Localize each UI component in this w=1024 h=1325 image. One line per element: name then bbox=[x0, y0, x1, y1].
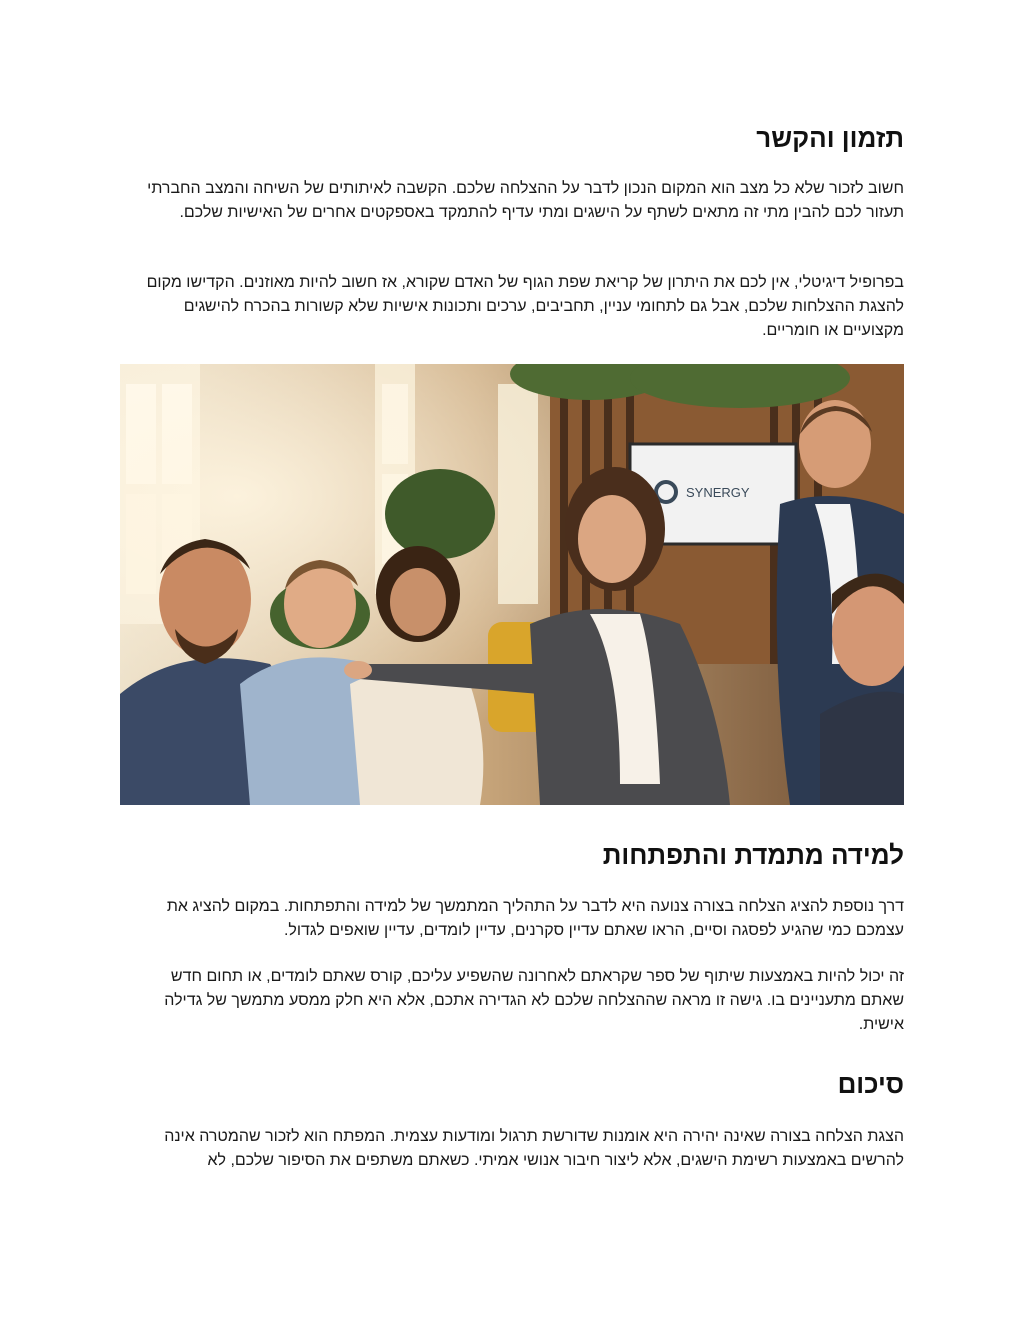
paragraph-timing-2: בפרופיל דיגיטלי, אין לכם את היתרון של קריאת שפת הגוף של האדם שקורא, אז חשוב להיות מאוזנים. הקדישו מקום להצגת ההצלחות שלכם, אבל גם לתחומי עניין, תחביבים, ערכים ותכונות אישיות שלא קשורות בהכרח להישגים מקצועיים או חומריים. bbox=[146, 274, 904, 339]
section-heading-timing-context: תזמון והקשר bbox=[756, 123, 904, 153]
screen-logo-text: SYNERGY bbox=[686, 485, 750, 500]
section-heading-summary: סיכום bbox=[837, 1069, 904, 1099]
section-heading-continuous-learning: למידה מתמדת והתפתחות bbox=[602, 840, 904, 870]
paragraph-learning-2: זה יכול להיות באמצעות שיתוף של ספר שקראתם לאחרונה שהשפיע עליכם, קורס שאתם לומדים, או תחום חדש שאתם מתעניינים בו. גישה זו מראה שההצלחה שלכם לא הגדירה אתכם, אלא היא חלק ממסע מתמשך של גדילה אישית. bbox=[164, 968, 904, 1033]
team-meeting-photo bbox=[120, 364, 904, 805]
paragraph-learning-1: דרך נוספת להציג הצלחה בצורה צנועה היא לדבר על התהליך המתמשך של למידה והתפתחות. במקום להציג את עצמכם כמי שהגיע לפסגה וסיים, הראו שאתם עדיין סקרנים, עדיין לומדים, עדיין שואפים לגדול. bbox=[166, 898, 904, 939]
paragraph-timing-1: חשוב לזכור שלא כל מצב הוא המקום הנכון לדבר על ההצלחה שלכם. הקשבה לאיתותים של השיחה והמצב החברתי תעזור לכם להבין מתי זה מתאים לשתף על הישגים ומתי עדיף להתמקד באספקטים אחרים של האישיות שלכם. bbox=[147, 180, 904, 221]
paragraph-summary-1: הצגת הצלחה בצורה שאינה יהירה היא אומנות שדורשת תרגול ומודעות עצמית. המפתח הוא לזכור שהמטרה אינה להרשים באמצעות רשימת הישגים, אלא ליצור חיבור אנושי אמיתי. כשאתם משתפים את הסיפור שלכם, לא bbox=[164, 1128, 904, 1169]
